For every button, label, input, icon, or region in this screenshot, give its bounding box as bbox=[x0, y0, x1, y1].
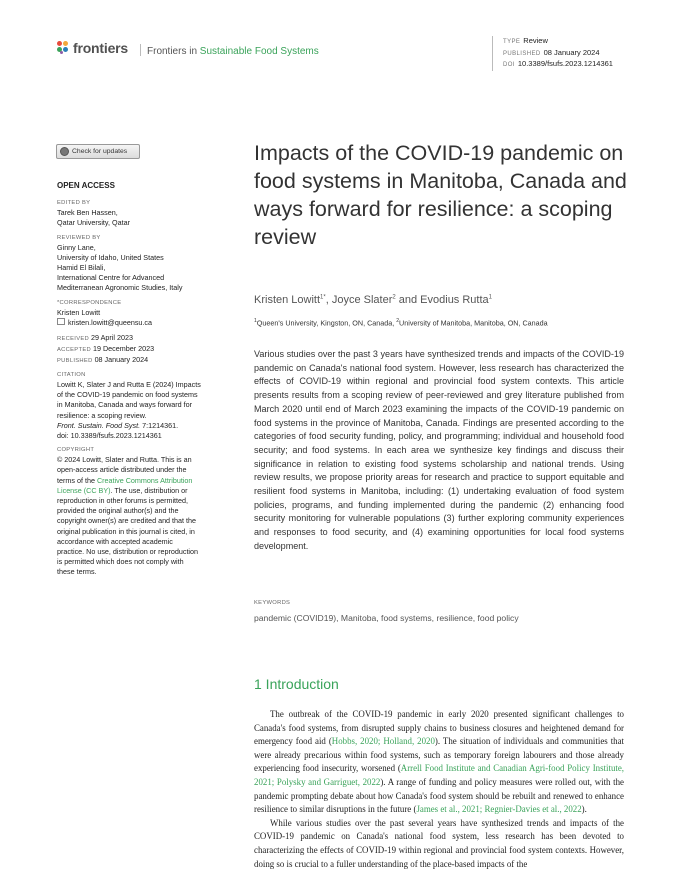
reviewer-line: University of Idaho, United States bbox=[57, 252, 164, 262]
copyright-line: License (CC BY). The use, distribution or bbox=[57, 485, 188, 495]
copyright-line: copyright owner(s) are credited and that the bbox=[57, 516, 197, 526]
meta-doi: DOI 10.3389/fsufs.2023.1214361 bbox=[503, 59, 613, 68]
date-received: RECEIVED 29 April 2023 bbox=[57, 333, 134, 343]
author-name[interactable]: Joyce Slater bbox=[331, 294, 393, 306]
author-name[interactable]: Kristen Lowitt bbox=[254, 294, 321, 306]
citation-line: resilience: a scoping review. bbox=[57, 410, 147, 420]
reviewed-by-heading: REVIEWED BY bbox=[57, 234, 101, 241]
copyright-line: reproduction in other forums is permitted, bbox=[57, 496, 189, 506]
affiliations: $^1$Queen's University, Kingston, ON, Canada, $^2$University of Manitoba, Manitoba, ON, Canada bbox=[254, 318, 548, 328]
refresh-icon bbox=[60, 147, 69, 156]
frontiers-logo[interactable] bbox=[57, 40, 128, 56]
copyright-line: accordance with accepted academic bbox=[57, 536, 173, 546]
citation-link[interactable]: James et al., 2021; Regnier-Davies et al., 2022 bbox=[416, 804, 582, 815]
keywords-heading: KEYWORDS bbox=[254, 600, 291, 606]
keywords: pandemic (COVID19), Manitoba, food systems, resilience, food policy bbox=[254, 613, 519, 623]
citation-line: Lowitt K, Slater J and Rutta E (2024) Impacts bbox=[57, 380, 201, 390]
copyright-line: provided the original author(s) and the bbox=[57, 506, 179, 516]
article-meta bbox=[492, 36, 613, 71]
open-access-label: OPEN ACCESS bbox=[57, 181, 115, 190]
copyright-line: original publication in this journal is cited, in bbox=[57, 526, 195, 536]
reviewer-line: Mediterranean Agronomic Studies, Italy bbox=[57, 283, 183, 293]
paragraph: While various studies over the past several years have synthesized trends and impacts of the COVID-19 pandemic on Canada's national food system, less research has been devoted to characterizing the effects of COVID-19 within regional and provincial food system contexts. However, doing so is crucial to a fuller understanding of the place-based impacts of the bbox=[254, 817, 624, 869]
citation-line: of the COVID-19 pandemic on food systems bbox=[57, 390, 198, 400]
editor-affiliation: Qatar University, Qatar bbox=[57, 218, 130, 228]
correspondence-email-row[interactable] bbox=[57, 318, 227, 328]
license-link[interactable]: Creative Commons Attribution bbox=[96, 475, 193, 485]
citation-link[interactable]: Arrell Food Institute and Canadian Agri-food Policy Institute, 2021; Polysky and Garriguet, 2022 bbox=[254, 763, 625, 787]
email-icon bbox=[57, 318, 65, 325]
date-published: PUBLISHED 08 January 2024 bbox=[57, 355, 149, 365]
date-accepted: ACCEPTED 19 December 2023 bbox=[57, 344, 155, 354]
citation-journal: Front. Sustain. Food Syst. 7:1214361. bbox=[57, 420, 179, 430]
sidebar-info bbox=[57, 181, 227, 578]
copyright-line: © 2024 Lowitt, Slater and Rutta. This is an bbox=[57, 455, 192, 465]
article-title: Impacts of the COVID-19 pandemic on food systems in Manitoba, Canada and ways forward for resilience: a scoping review bbox=[254, 141, 627, 249]
edited-by-heading: EDITED BY bbox=[57, 200, 91, 207]
copyright-line: practice. No use, distribution or reproduction bbox=[57, 547, 199, 557]
copyright-line: open-access article distributed under the bbox=[57, 465, 187, 475]
license-link[interactable]: License (CC BY) bbox=[57, 485, 111, 495]
citation-link[interactable]: Hobbs, 2020; Holland, 2020 bbox=[331, 736, 435, 747]
logo-text: frontiers bbox=[73, 40, 128, 56]
correspondence-email[interactable]: kristen.lowitt@queensu.ca bbox=[68, 317, 153, 327]
frontiers-logo-icon bbox=[57, 41, 69, 55]
check-for-updates-button[interactable]: Check for updates bbox=[56, 144, 140, 159]
paragraph: The outbreak of the COVID-19 pandemic in early 2020 presented significant challenges to Canada's food systems, from disrupted supply chains to business closures and heightened demand for emergency food aid (Hobbs, 2020; Holland, 2020). The situation of individuals and communities that were already precarious within food systems, such as temporary foreign labourers and those already experiencing food insecurity, worsened (Arrell Food Institute and Canadian Agri-food Policy Institute, 2021; Polysky and Garriguet, 2022). A range of funding and policy measures were rolled out, with the pandemic prompting debate about how Canada's food system should be rebuilt and renewed to enhance resilience to similar disruptions in the future (James et al., 2021; Regnier-Davies et al., 2022). bbox=[254, 709, 625, 815]
citation-line: in Manitoba, Canada and ways forward for bbox=[57, 400, 193, 410]
citation-doi[interactable]: doi: 10.3389/fsufs.2023.1214361 bbox=[57, 431, 162, 441]
reviewer-line: Hamid El Bilali, bbox=[57, 263, 106, 273]
correspondence-name: Kristen Lowitt bbox=[57, 307, 101, 317]
copyright-line: is permitted which does not comply with bbox=[57, 557, 184, 567]
copyright-line: terms of the Creative Commons Attribution bbox=[57, 475, 193, 485]
meta-published: PUBLISHED 08 January 2024 bbox=[503, 47, 600, 57]
editor-name: Tarek Ben Hassen, bbox=[57, 208, 118, 218]
introduction-body bbox=[254, 708, 624, 871]
abstract: Various studies over the past 3 years have synthesized trends and impacts of the COVID-19 pandemic on Canada's national food system. However, less research has characterized the effects of COVID-19 within regional and provincial food system contexts. This article presents results from a scoping review of peer-reviewed and grey literature published from March 2020 until end of March 2023 examining the impacts of the COVID-19 pandemic on food systems in the province of Manitoba, Canada. Findings are presented according to the categories of food security funding, policy, and programming; individual and household food security; and food systems. In each area we synthesize key findings and discuss their significance in relation to existing food systems scholarship and national trends. Using review results, we propose priority areas for research and practice to support equitable and resilient food systems in Manitoba, including: (1) undertaking evaluation of food system policies, programs, and funding implemented during the pandemic (2) enhancing food security monitoring for vulnerable populations (3) further exploring community experiences and responses to food security, and (4) examining opportunities for local food systems development. bbox=[254, 349, 624, 551]
copyright-line: these terms. bbox=[57, 567, 97, 577]
correspondence-heading: *CORRESPONDENCE bbox=[57, 299, 122, 306]
section-title: 1 Introduction bbox=[254, 676, 339, 692]
copyright-heading: COPYRIGHT bbox=[57, 447, 95, 454]
citation-heading: CITATION bbox=[57, 372, 86, 379]
reviewer-line: Ginny Lane, bbox=[57, 242, 96, 252]
author-name[interactable]: Evodius Rutta bbox=[420, 294, 489, 306]
reviewer-line: International Centre for Advanced bbox=[57, 273, 165, 283]
meta-type: TYPE Review bbox=[503, 36, 548, 45]
journal-name: Frontiers in Sustainable Food Systems bbox=[140, 44, 319, 57]
header-divider bbox=[140, 44, 141, 56]
author-list: Kristen Lowitt$^{1*}$, Joyce Slater$^2$ and Evodius Rutta$^1$ bbox=[254, 294, 492, 306]
journal-link[interactable]: Sustainable Food Systems bbox=[199, 46, 319, 57]
